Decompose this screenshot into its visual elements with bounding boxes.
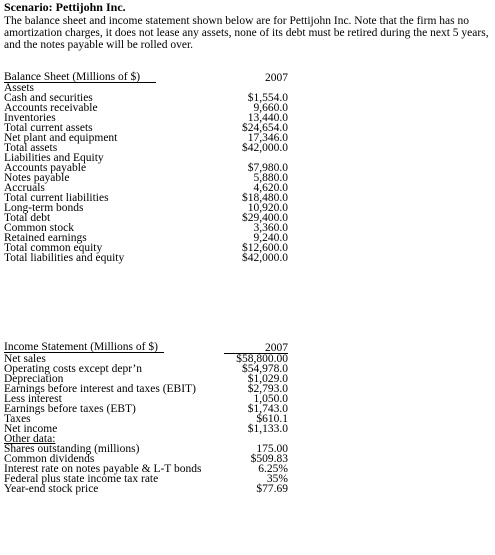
scenario-title: Scenario: Pettijohn Inc.: [4, 0, 126, 14]
row-value: $77.69: [256, 482, 288, 495]
row-label: Cash and securities: [4, 92, 93, 104]
row-label: Accounts receivable: [4, 102, 98, 114]
row-value: $12,600.0: [242, 242, 288, 254]
scenario-block: [4, 1, 492, 51]
row-value: $29,400.0: [242, 212, 288, 224]
table-row: [4, 364, 288, 374]
row-label: Shares outstanding (millions): [4, 442, 140, 455]
row-value: 9,660.0: [253, 102, 288, 114]
row-label: Interest rate on notes payable & L-T bonds: [4, 462, 202, 475]
row-label: Accounts payable: [4, 162, 87, 174]
row-label: Inventories: [4, 112, 56, 124]
row-label: Earnings before interest and taxes (EBIT): [4, 382, 196, 395]
table-row: [4, 464, 288, 474]
table-row: [4, 394, 288, 404]
row-value: $1,743.0: [247, 402, 288, 415]
row-label: Common stock: [4, 222, 74, 234]
table-row: [4, 374, 288, 384]
row-label: Total liabilities and equity: [4, 252, 125, 264]
row-value: 1,050.0: [253, 392, 288, 405]
row-value: 17,346.0: [247, 132, 288, 144]
row-label: Less interest: [4, 392, 62, 405]
table-row: [4, 414, 288, 424]
row-value: $18,480.0: [242, 192, 288, 204]
row-label: Retained earnings: [4, 232, 87, 244]
row-value: 4,620.0: [253, 182, 288, 194]
row-label: Net plant and equipment: [4, 132, 118, 144]
row-label: Net sales: [4, 352, 46, 365]
row-value: $1,133.0: [247, 422, 288, 435]
scenario-text: The balance sheet and income statement shown below are for Pettijohn Inc. Note that the firm has no amortization charges, it does not lease any assets, none of its debt must be retired during the next 5 years, and the notes payable will be rolled over.: [4, 15, 489, 51]
row-label: Earnings before taxes (EBT): [4, 402, 136, 415]
row-label: Net income: [4, 422, 58, 435]
row-label: Federal plus state income tax rate: [4, 472, 159, 485]
table-row: [4, 484, 288, 494]
balance-sheet-year: 2007: [265, 72, 288, 84]
table-row: [4, 253, 288, 263]
row-label: Common dividends: [4, 452, 95, 465]
table-row: [4, 454, 288, 464]
row-label: Depreciation: [4, 372, 64, 385]
row-value: 5,880.0: [253, 172, 288, 184]
table-row: [4, 353, 288, 364]
row-label: Notes payable: [4, 172, 70, 184]
row-value: $58,800.00: [236, 352, 288, 365]
table-row: [4, 404, 288, 414]
income-statement-header-row: [4, 342, 288, 353]
row-label: Year-end stock price: [4, 482, 99, 495]
balance-sheet-table: [4, 72, 288, 263]
row-label: Assets: [4, 82, 35, 94]
row-value: $610.1: [256, 412, 288, 425]
row-value: 10,920.0: [247, 202, 288, 214]
row-value: $1,029.0: [247, 372, 288, 385]
row-value: $42,000.0: [242, 142, 288, 154]
table-row: [4, 384, 288, 394]
row-value: 6.25%: [258, 462, 288, 475]
table-row: [4, 173, 288, 183]
income-statement-year: 2007: [224, 342, 288, 353]
row-label: Liabilities and Equity: [4, 152, 104, 164]
row-value: 175.00: [256, 442, 288, 455]
balance-sheet-header-row: [4, 72, 288, 83]
row-value: $1,554.0: [247, 92, 288, 104]
other-data-header: Other data:: [4, 432, 56, 445]
row-value: 3,360.0: [253, 222, 288, 234]
row-value: 35%: [266, 472, 288, 485]
row-label: Total common equity: [4, 242, 103, 254]
table-row: [4, 474, 288, 484]
row-value: $509.83: [250, 452, 288, 465]
row-label: Long-term bonds: [4, 202, 84, 214]
table-row: [4, 444, 288, 454]
row-label: Accruals: [4, 182, 45, 194]
row-label: Total assets: [4, 142, 58, 154]
row-label: Total debt: [4, 212, 51, 224]
row-label: Total current assets: [4, 122, 93, 134]
row-label: Total current liabilities: [4, 192, 109, 204]
balance-sheet-header: Balance Sheet (Millions of $): [4, 72, 156, 83]
row-value: $42,000.0: [242, 252, 288, 264]
row-label: Operating costs except depr’n: [4, 362, 143, 375]
row-value: $54,978.0: [242, 362, 288, 375]
row-value: 13,440.0: [247, 112, 288, 124]
row-value: 9,240.0: [253, 232, 288, 244]
row-value: $7,980.0: [247, 162, 288, 174]
income-statement-header: Income Statement (Millions of $): [4, 342, 164, 353]
income-statement-table: [4, 342, 288, 494]
row-value: $24,654.0: [242, 122, 288, 134]
row-label: Taxes: [4, 412, 31, 425]
row-value: $2,793.0: [247, 382, 288, 395]
other-data-header-row: [4, 434, 288, 444]
